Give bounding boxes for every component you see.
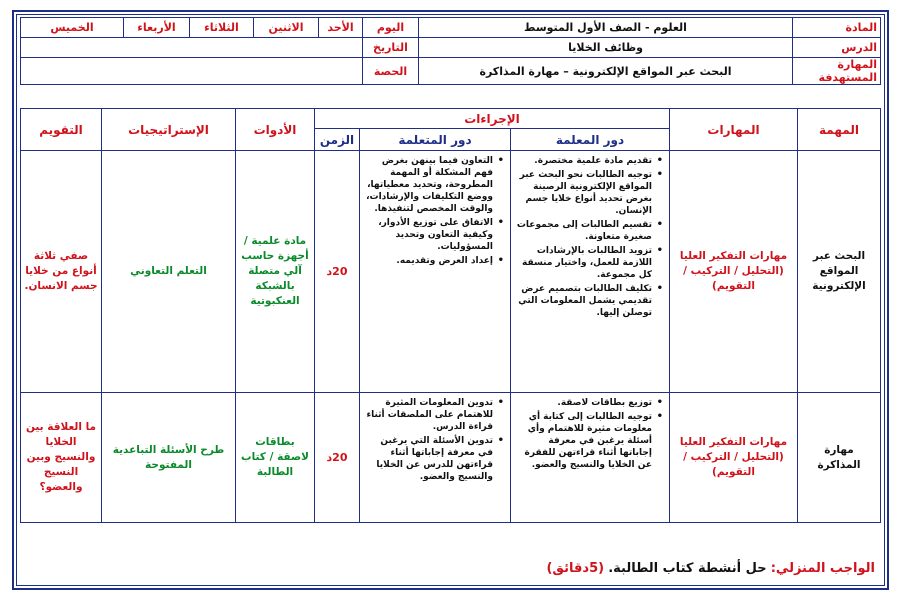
time-cell: 20د (315, 151, 360, 393)
list-item: • توجيه الطالبات إلى كتابة أي معلومات مثيرة للاهتمام وأي أسئلة يرغبن في معرفة إجاباتها أثناء قراءتهن للفقرة عن الخلايا والنسيج والعضو. (514, 411, 652, 471)
date-cell (21, 38, 363, 58)
day-tuesday: الثلاثاء (190, 18, 254, 38)
homework-text: حل أنشطة كتاب الطالبة. (608, 561, 767, 576)
task-cell: البحث عبر المواقع الإلكترونية (798, 151, 881, 393)
teacher-role-cell (511, 151, 670, 393)
evaluation-cell: صفي ثلاثة أنواع من خلايا جسم الانسان. (21, 151, 102, 393)
homework-duration: (5دقائق) (546, 561, 605, 576)
col-procedures: الإجراءات (315, 109, 670, 129)
tools-cell: مادة علمية / أجهزة حاسب آلي متصلة بالشبكة العنكبوتية (236, 151, 315, 393)
lesson-value: وظائف الخلايا (419, 38, 793, 58)
teacher-role-cell (511, 393, 670, 523)
day-wednesday: الأربعاء (124, 18, 190, 38)
student-role-cell (360, 393, 511, 523)
homework-line (20, 556, 881, 582)
lesson-plan-table (20, 108, 881, 523)
task-cell: مهارة المذاكرة (798, 393, 881, 523)
skills-cell: مهارات التفكير العليا (التحليل / التركيب / التقويم) (670, 393, 798, 523)
col-task: المهمة (798, 109, 881, 151)
list-item: • توزيع بطاقات لاصقة. (514, 397, 652, 409)
period-cell (21, 58, 363, 85)
lesson-label: الدرس (793, 38, 881, 58)
list-item: • تقديم مادة علمية مختصرة. (514, 155, 652, 167)
list-item: • تزويد الطالبات بالإرشادات اللازمة للعمل، واختيار منسقة كل مجموعة. (514, 245, 652, 281)
skill-label: المهارة المستهدفة (793, 58, 881, 85)
col-tools: الأدوات (236, 109, 315, 151)
list-item: • الاتفاق على توزيع الأدوار، وكيفية التعاون وتحديد المسؤوليات. (363, 217, 493, 253)
day-thursday: الخميس (21, 18, 124, 38)
list-item: • تكليف الطالبات بتصميم عرض تقديمي يشمل المعلومات التي توصلن إليها. (514, 283, 652, 319)
list-item: • تدوين المعلومات المثيرة للاهتمام على الملصقات أثناء قراءة الدرس. (363, 397, 493, 433)
strategy-cell: التعلم التعاوني (102, 151, 236, 393)
list-item: • توجيه الطالبات نحو البحث عبر المواقع الإلكترونية الرصينة بغرض تحديد أنواع خلايا جسم الإنسان. (514, 169, 652, 217)
col-strategies: الإستراتيجيات (102, 109, 236, 151)
col-student-role: دور المتعلمة (360, 129, 511, 151)
day-monday: الاثنين (254, 18, 319, 38)
table-row (21, 393, 881, 523)
list-item: • التعاون فيما بينهن بغرض فهم المشكلة أو المهمة المطروحة، وتحديد معطياتها، ووضع التكليفات والإرشادات، والوقت المخصص لتنفيذها. (363, 155, 493, 215)
day-sunday: الأحد (319, 18, 363, 38)
list-item: • تقسيم الطالبات إلى مجموعات صغيرة متعاونة. (514, 219, 652, 243)
skills-cell: مهارات التفكير العليا (التحليل / التركيب / التقويم) (670, 151, 798, 393)
tools-cell: بطاقات لاصقة / كتاب الطالبة (236, 393, 315, 523)
strategy-cell: طرح الأسئلة التباعدية المفتوحة (102, 393, 236, 523)
col-time: الزمن (315, 129, 360, 151)
list-item: • إعداد العرض وتقديمه. (363, 255, 493, 267)
col-skills: المهارات (670, 109, 798, 151)
evaluation-cell: ما العلاقة بين الخلايا والنسيج وبين النسيج والعضو؟ (21, 393, 102, 523)
day-label: اليوم (363, 18, 419, 38)
table-row (21, 151, 881, 393)
student-role-cell (360, 151, 511, 393)
time-cell: 20د (315, 393, 360, 523)
header-table (20, 17, 881, 85)
col-evaluation: التقويم (21, 109, 102, 151)
date-label: التاريخ (363, 38, 419, 58)
subject-value: العلوم - الصف الأول المتوسط (419, 18, 793, 38)
col-teacher-role: دور المعلمة (511, 129, 670, 151)
subject-label: المادة (793, 18, 881, 38)
period-label: الحصة (363, 58, 419, 85)
list-item: • تدوين الأسئلة التي يرغبن في معرفة إجاباتها أثناء قراءتهن للدرس عن الخلايا والنسيج والعضو. (363, 435, 493, 483)
skill-value: البحث عبر المواقع الإلكترونية – مهارة المذاكرة (419, 58, 793, 85)
homework-label: الواجب المنزلي: (770, 561, 875, 576)
